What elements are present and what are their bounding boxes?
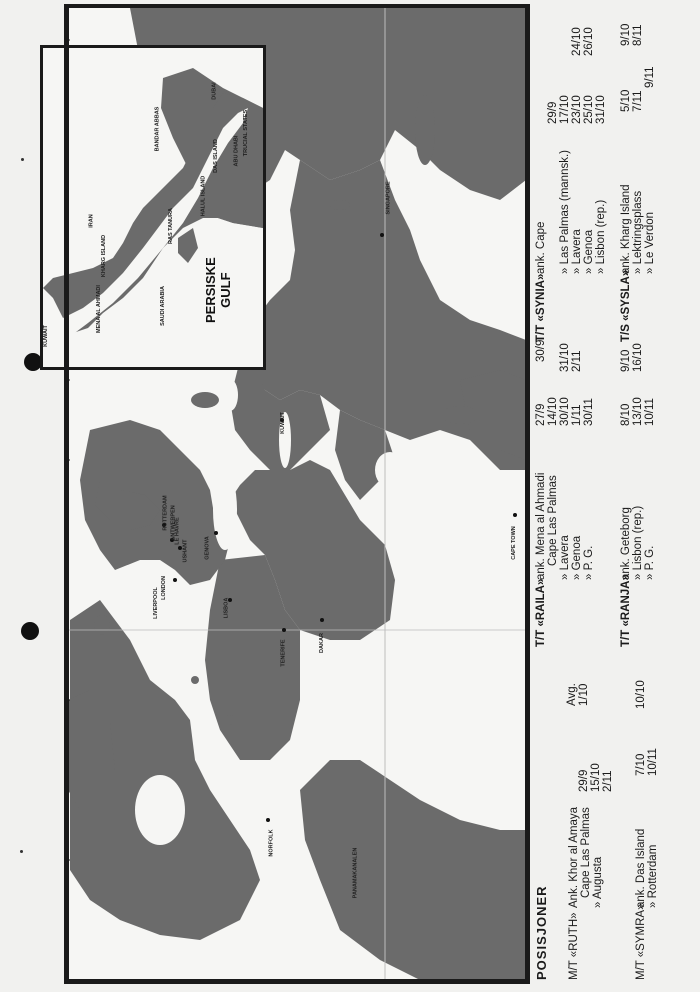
inset-place-kuwait: KUWAIT: [42, 325, 49, 347]
ship-sysla-date-3: 9/11: [644, 66, 656, 88]
ship-ranja-name: T/T «RANJA»: [620, 574, 632, 647]
ship-symra-avg-value: 10/10: [635, 680, 647, 709]
ship-synia-date-5: 31/10: [595, 95, 607, 124]
inset-place-iran: IRAN: [88, 214, 95, 228]
ship-synia-port-3: » Lavera: [571, 229, 583, 274]
ship-synia-port-5: » Lisbon (rep.): [595, 199, 607, 274]
ship-ranja-port-2: » Lisbon (rep.): [632, 505, 644, 580]
ship-ranja-col2-1: 9/10: [620, 349, 632, 372]
ship-symra-name: M/T «SYMRA»: [635, 903, 647, 980]
city-norfolk: NORFOLK: [268, 829, 275, 857]
city-london: LONDON: [160, 576, 167, 600]
ship-sysla-col2-2: 8/11: [632, 24, 644, 46]
city-singapore: SINGAPORE: [385, 181, 392, 215]
ship-ranja-port-1: ank. Geteborg: [620, 507, 632, 580]
ship-sysla-port-2: » Lektringsplass: [632, 190, 644, 274]
inset-place-kharg-island: KHARG ISLAND: [101, 234, 108, 278]
inset-place-bandar-abbas: BANDAR ABBAS: [154, 106, 161, 152]
ship-symra-date-2: 10/11: [647, 748, 659, 776]
ship-raila-col2-3: 2/11: [571, 350, 583, 372]
city-cape-town: CAPE TOWN: [510, 526, 517, 560]
inset-place-saudi-arabia: SAUDI ARABIA: [159, 286, 166, 326]
city-rotterdam: ROTTERDAM: [162, 495, 169, 531]
ship-symra-port-1: ank. Das Island: [635, 828, 647, 908]
ship-raila-date-3: 30/10: [559, 397, 571, 426]
ship-synia-date-2: 17/10: [559, 95, 571, 124]
ship-raila-date-1: 27/9: [535, 403, 547, 426]
city-liverpool: LIVERPOOL: [152, 587, 159, 619]
ship-ranja-date-1: 8/10: [620, 403, 632, 426]
city-le-havre: LE HAVRE: [174, 517, 181, 545]
ship-sysla-col2-1: 9/10: [620, 23, 632, 46]
city-panamakanalen: PANAMAKANALEN: [352, 847, 359, 899]
ship-sysla-port-3: » Le Verdon: [644, 211, 656, 274]
ship-ruth-date-2: 15/10: [590, 763, 602, 792]
inset-place-abu-dhabi: ABU DHABI: [233, 135, 240, 167]
city-dakar: DAKAR: [318, 633, 325, 653]
ship-ranja-col2-2: 16/10: [632, 343, 644, 372]
ship-synia-port-4: » Genoa: [583, 229, 595, 274]
inset-place-mena-al-ahmadi: MENA AL AHMADI: [95, 285, 102, 333]
city-tenerife: TENERIFE: [280, 639, 287, 667]
ship-synia-date-4: 25/10: [583, 95, 595, 124]
inset-title-line-2: GULF: [218, 272, 233, 308]
ship-sysla-date-1: 5/10: [620, 89, 632, 112]
ship-sysla-date-2: 7/11: [632, 90, 644, 112]
inset-place-halul-island: HALUL ISLAND: [200, 175, 207, 217]
ship-raila-port-4: » Genoa: [571, 535, 583, 580]
ship-raila-date-2: 14/10: [547, 397, 559, 426]
ship-synia-port-2: » Las Palmas (mannsk.): [559, 150, 571, 274]
ship-raila-port-2: Cape Las Palmas: [547, 475, 559, 566]
city-lisboa: LISBOA: [223, 597, 230, 619]
ship-ruth-name: M/T «RUTH»: [568, 912, 580, 980]
ship-ruth-avg-value: 1/10: [578, 683, 590, 706]
ship-sysla-port-1: ank. Kharg Island: [620, 184, 632, 274]
ship-raila-col2-2: 31/10: [559, 343, 571, 372]
ship-synia-col2-2: 26/10: [583, 27, 595, 56]
ship-ranja-date-3: 10/11: [644, 398, 656, 426]
page-title: POSISJONER: [534, 885, 549, 980]
city-kuwait: KUWAIT: [279, 412, 286, 434]
ship-raila-port-3: » Lavera: [559, 535, 571, 580]
ship-raila-port-5: » P. G.: [583, 545, 595, 580]
ship-ruth-port-2: Cape Las Palmas: [580, 807, 592, 898]
ship-ruth-port-3: » Augusta: [592, 856, 604, 908]
ship-ruth-date-3: 2/11: [602, 770, 614, 792]
ship-ranja-date-2: 13/10: [632, 397, 644, 426]
ship-raila-port-1: ank. Mena al Ahmadi: [535, 472, 547, 580]
ship-raila-date-4: 1/11: [571, 404, 583, 426]
ship-symra-date-1: 7/10: [635, 753, 647, 776]
ship-sysla-name: T/S «SYSLA»: [620, 269, 632, 342]
ship-synia-port-1: ank. Cape: [535, 221, 547, 274]
ship-raila-col2-1: 30/9: [535, 339, 547, 362]
ship-synia-date-3: 23/10: [571, 95, 583, 124]
ship-raila-date-5: 30/11: [583, 398, 595, 426]
city-genova: GENOVA: [204, 536, 211, 560]
ship-raila-name: T/T «RAILA»: [535, 578, 547, 647]
ship-ruth-port-1: Ank. Khor al Amaya: [568, 807, 580, 908]
ship-symra-port-2: » Rotterdam: [647, 844, 659, 908]
city-antwerpen: ANTWERPEN: [170, 505, 177, 541]
ship-ruth-date-1: 29/9: [578, 769, 590, 792]
city-ushant: USHANT: [182, 539, 189, 563]
ship-ranja-port-3: » P. G.: [644, 545, 656, 580]
inset-place-dubai: DUBAI: [211, 82, 218, 100]
inset-place-trucial-states: TRUCIAL STATES: [243, 109, 250, 157]
ship-synia-name: T/T «SYNIA»: [535, 273, 547, 342]
ship-synia-col2-1: 24/10: [571, 27, 583, 56]
inset-place-ras-tanura: RAS TANURA: [167, 208, 174, 244]
ship-ruth-avg-label: Avg.: [566, 683, 578, 706]
ship-synia-date-1: 29/9: [547, 101, 559, 124]
inset-title-line-1: PERSISKE: [203, 257, 218, 323]
inset-place-das-island: DAS ISLAND: [212, 139, 219, 173]
